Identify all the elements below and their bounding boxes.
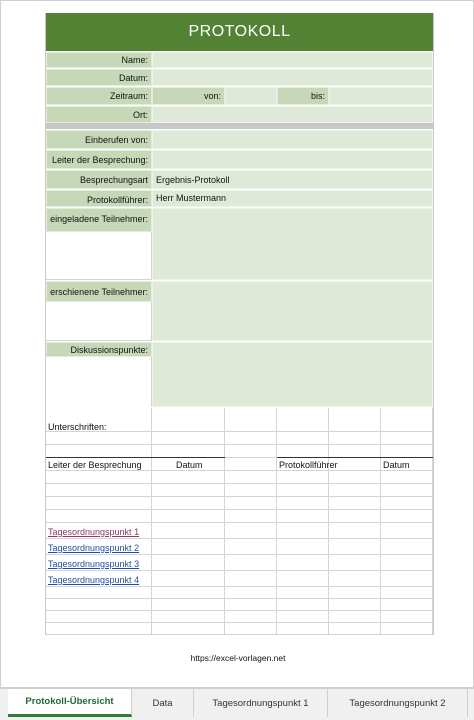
link-tagesordnungspunkt-4[interactable]: Tagesordnungspunkt 4 — [48, 575, 140, 585]
sig-datum2-label: Datum — [383, 460, 410, 470]
tab-tagesordnungspunkt-1[interactable]: Tagesordnungspunkt 1 — [194, 689, 328, 717]
einberufen-field[interactable] — [152, 130, 433, 149]
signatures-label: Unterschriften: — [48, 422, 107, 432]
datum-field[interactable] — [152, 69, 433, 86]
eingeladene-field[interactable] — [152, 208, 433, 280]
besprechungsart-field[interactable]: Ergebnis-Protokoll — [152, 170, 433, 189]
von-field[interactable] — [225, 87, 277, 105]
section-divider — [46, 123, 433, 129]
bis-label: bis: — [277, 87, 329, 105]
footer-url: https://excel-vorlagen.net — [190, 653, 286, 663]
link-tagesordnungspunkt-1[interactable]: Tagesordnungspunkt 1 — [48, 527, 140, 537]
tab-protokoll-uebersicht[interactable]: Protokoll-Übersicht — [8, 689, 132, 717]
sig-leiter-label: Leiter der Besprechung — [48, 460, 142, 470]
bis-field[interactable] — [329, 87, 433, 105]
link-tagesordnungspunkt-2[interactable]: Tagesordnungspunkt 2 — [48, 543, 140, 553]
datum-label: Datum: — [46, 69, 152, 86]
tab-tagesordnungspunkt-2[interactable]: Tagesordnungspunkt 2 — [328, 689, 468, 717]
erschienene-label: erschienene Teilnehmer: — [46, 281, 152, 302]
page-title: PROTOKOLL — [46, 13, 433, 51]
sig-protokollfuehrer-label: Protokollführer — [279, 460, 338, 470]
tab-data[interactable]: Data — [132, 689, 194, 717]
erschienene-field[interactable] — [152, 281, 433, 341]
ort-label: Ort: — [46, 106, 152, 123]
leiter-field[interactable] — [152, 150, 433, 169]
diskussion-label: Diskussionspunkte: — [46, 342, 152, 357]
link-tagesordnungspunkt-3[interactable]: Tagesordnungspunkt 3 — [48, 559, 140, 569]
einberufen-label: Einberufen von: — [46, 130, 152, 149]
leiter-label: Leiter der Besprechung: — [46, 150, 152, 169]
eingeladene-label: eingeladene Teilnehmer: — [46, 208, 152, 232]
diskussion-field[interactable] — [152, 342, 433, 407]
name-label: Name: — [46, 52, 152, 68]
von-label: von: — [152, 87, 225, 105]
sheet-tab-bar — [0, 688, 474, 720]
erschienene-blank — [46, 302, 152, 341]
signature-line-right — [277, 457, 433, 458]
besprechungsart-label: Besprechungsart — [46, 170, 152, 189]
zeitraum-label: Zeitraum: — [46, 87, 152, 105]
sig-datum1-label: Datum — [176, 460, 203, 470]
ort-field[interactable] — [152, 106, 433, 123]
protokollfuehrer-field[interactable]: Herr Mustermann — [152, 190, 433, 207]
name-field[interactable] — [152, 52, 433, 68]
diskussion-blank — [46, 357, 152, 407]
protokollfuehrer-label: Protokollführer: — [46, 190, 152, 207]
eingeladene-blank — [46, 232, 152, 280]
signature-line-left — [46, 457, 225, 458]
